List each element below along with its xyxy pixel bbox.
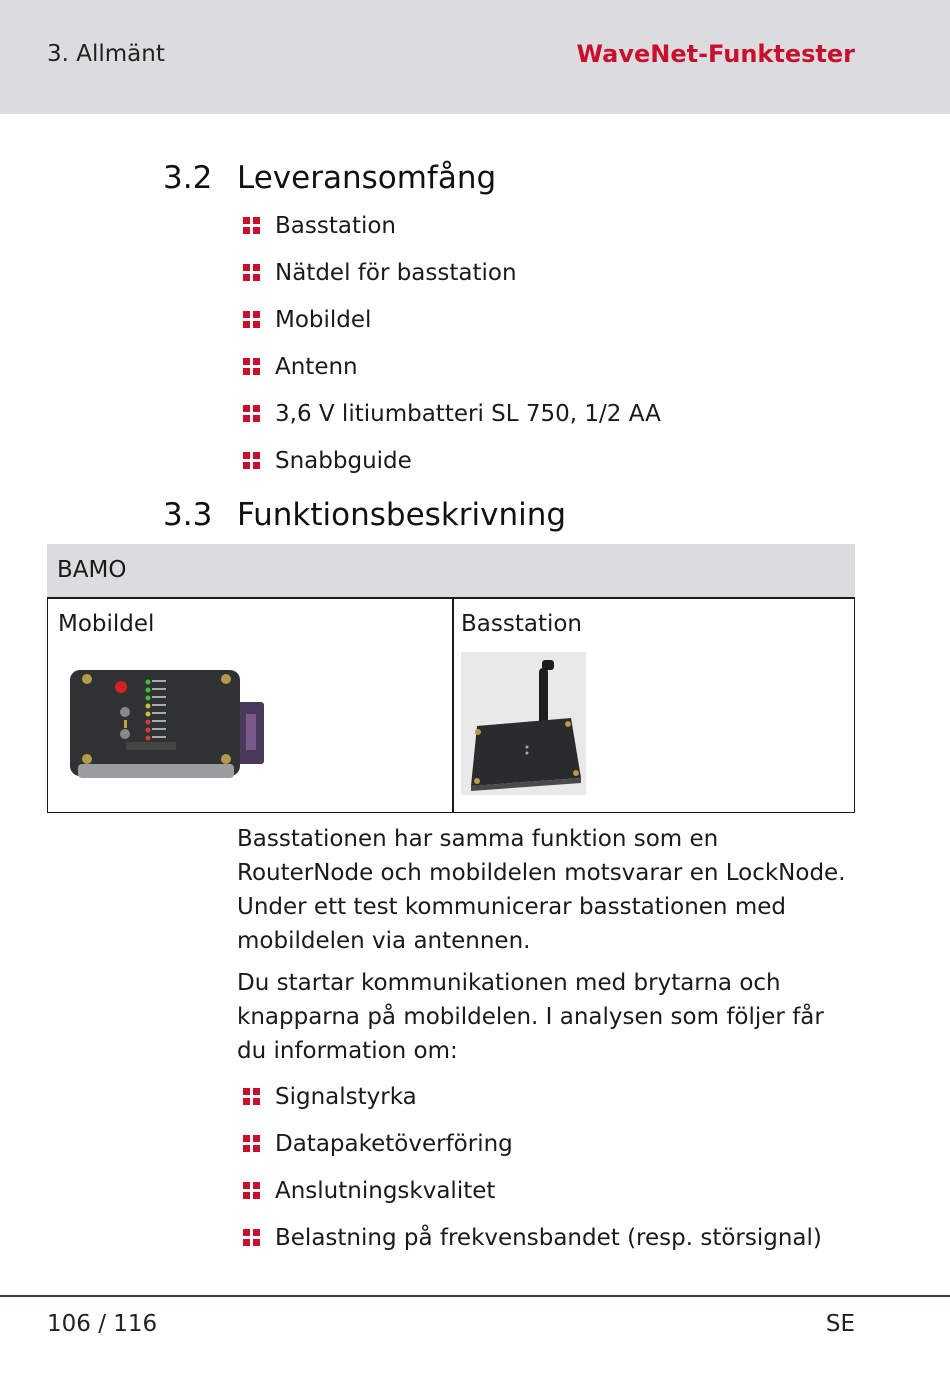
list-item: Datapaketöverföring [243,1129,822,1176]
page-number: 106 / 116 [47,1311,158,1337]
section-title: Funktionsbeskrivning [237,497,567,533]
column-divider [452,599,454,812]
paragraph-function-2: Du startar kommunikationen med brytarna och knapparna på mobildelen. I analysen som följer får du information om: [237,970,824,1064]
bullet-icon [243,358,260,375]
list-item: Anslutningskvalitet [243,1176,822,1223]
bullet-icon [243,1229,260,1246]
bullet-icon [243,405,260,422]
bullet-icon [243,452,260,469]
bullet-icon [243,1088,260,1105]
paragraph-function-1: Basstationen har samma funktion som en RouterNode och mobildelen motsvarar en LockNode. Under ett test kommunicerar basstationen med mobildelen via antennen. [237,826,846,954]
list-item: Mobildel [243,305,661,352]
base-station-image [461,652,586,795]
list-item: 3,6 V litiumbatteri SL 750, 1/2 AA [243,399,661,446]
list-item: Snabbguide [243,446,661,493]
section-heading-3-3 [163,497,566,533]
analysis-list [243,1082,822,1270]
bullet-icon [243,1135,260,1152]
delivery-list [243,211,661,493]
device-table [47,597,855,813]
table-header [47,544,855,597]
list-item: Signalstyrka [243,1082,822,1129]
chapter-title: 3. Allmänt [47,41,165,67]
product-name: WaveNet-Funktester [576,40,855,68]
section-number: 3.2 [163,160,213,196]
bullet-icon [243,311,260,328]
language-code: SE [825,1311,855,1337]
list-item: Basstation [243,211,661,258]
base-station-label: Basstation [461,611,583,637]
bullet-icon [243,264,260,281]
bullet-icon [243,1182,260,1199]
page-header [0,0,950,114]
section-number: 3.3 [163,497,213,533]
list-item: Belastning på frekvensbandet (resp. störsignal) [243,1223,822,1270]
list-item: Antenn [243,352,661,399]
bullet-icon [243,217,260,234]
list-item: Nätdel för basstation [243,258,661,305]
footer-rule [0,1295,950,1297]
table-header-label: BAMO [57,557,127,583]
section-heading-3-2 [163,160,496,196]
mobile-unit-image [68,662,268,796]
section-title: Leveransomfång [237,160,497,196]
mobile-unit-label: Mobildel [58,611,155,637]
